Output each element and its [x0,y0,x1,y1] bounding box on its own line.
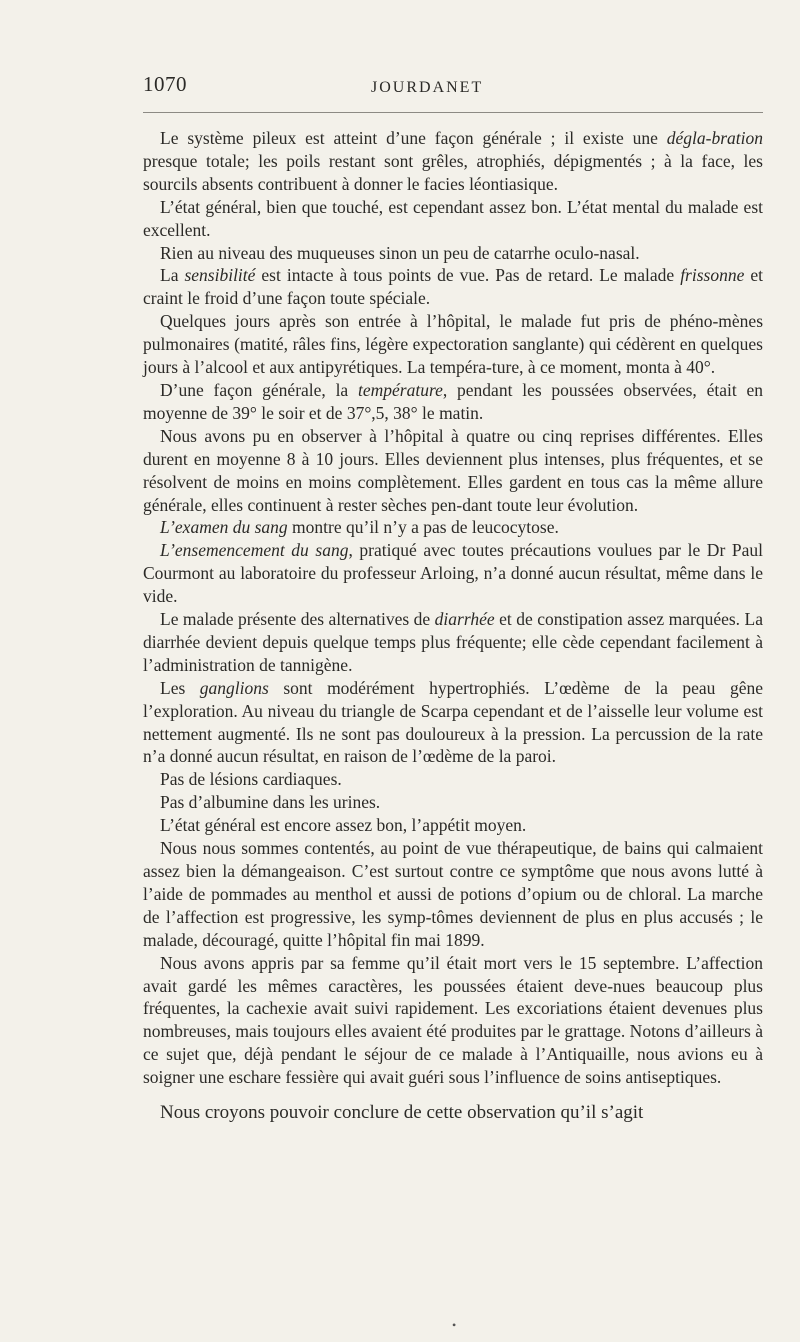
page-header [143,72,763,108]
paragraph [143,791,763,814]
body-text [143,127,763,1125]
paragraph [143,952,763,1089]
paragraph [143,196,763,242]
header-rule [143,112,763,113]
text-run: Le système pileux est atteint d’une façon générale ; il existe une [160,128,667,148]
text-run: Quelques jours après son entrée à l’hôpital, le malade fut pris de phéno-mènes pulmonaires (matité, râles fins, légère expectoration sanglante) qui cédèrent en quelques jours à l’alcool et aux antipyrétiques. La tempéra-ture, à ce moment, monta à 40°. [143,311,763,378]
italic-term: sensibilité [184,265,256,286]
paragraph [143,539,763,608]
text-run: , pratiqué avec toutes précautions voulues par le Dr Paul Courmont au laboratoire du professeur Arloing, n’a donné aucun résultat, même dans le vide. [143,540,763,607]
text-run: Rien au niveau des muqueuses sinon un peu de catarrhe oculo-nasal. [160,242,640,263]
paragraph [143,677,763,769]
paragraph [143,608,763,677]
text-run: Nous avons appris par sa femme qu’il était mort vers le 15 septembre. L’affection avait gardé les mêmes caractères, les poussées étaient deve-nues beaucoup plus fréquentes, la cachexie avait suivi rapidement. Les excoriations étaient devenues plus nombreuses, mais toujours elles avaient été produites par le grattage. Notons d’ailleurs à ce sujet que, déjà pendant le séjour de ce malade à l’Antiquaille, nous avions eu à soigner une eschare fessière qui avait guéri sous l’influence de soins antiseptiques. [143,952,763,1088]
italic-term: L’ensemencement du sang [160,540,349,561]
text-run: L’état général, bien que touché, est cependant assez bon. L’état mental du malade est excellent. [143,196,763,240]
italic-term: température [357,379,443,400]
text-run: sont modérément hypertrophiés. L’œdème de la peau gêne l’exploration. Au niveau du triangle de Scarpa cependant et de l’aisselle leur volume est nettement augmenté. Ils ne sont pas douloureux à la pression. La percussion de la rate n’a donné aucun résultat, en raison de l’œdème de la paroi. [143,677,763,767]
italic-term: L’examen du sang [160,517,288,538]
paragraph [143,127,763,196]
text-run: Nous avons pu en observer à l’hôpital à quatre ou cinq reprises différentes. Elles durent en moyenne 8 à 10 jours. Elles deviennent plus intenses, plus fréquentes, et se résolvent de moins en moins complètement. Elles gardent en tous cas la même allure générale, elles continuent à rester sèches pen-dant toute leur évolution. [143,425,763,515]
text-run: est intacte à tous points de vue. Pas de retard. Le malade [255,265,681,286]
italic-term: diarrhée [434,609,495,630]
text-run: L’état général est encore assez bon, l’appétit moyen. [160,815,527,836]
text-run: Pas d’albumine dans les urines. [160,792,381,813]
footer-mark: • [452,1318,457,1332]
paragraph [143,425,763,517]
paragraph [143,768,763,791]
text-run: presque totale; les poils restant sont grêles, atrophiés, dépigmentés ; à la face, les sourcils absents contribuent à donner le facies léontiasique. [143,150,763,194]
running-head: JOURDANET [371,79,484,96]
text-run: Le malade présente des alternatives de [160,609,435,630]
text-run: montre qu’il n’y a pas de leucocytose. [287,517,559,538]
text-run: La [160,265,185,286]
page-number: 1070 [143,72,187,96]
paragraph [143,1101,763,1125]
text-run: Pas de lésions cardiaques. [160,769,342,790]
paragraph [143,837,763,952]
text-run: Les [160,677,200,698]
italic-term: frissonne [680,265,745,286]
italic-term: ganglions [199,677,269,698]
paragraph [143,310,763,379]
paragraph [143,814,763,837]
paragraph [143,242,763,265]
text-run: et de constipation assez marquées. La diarrhée devient depuis quelque temps plus fréquente; elle cède cependant facilement à l’administration de tannigène. [143,609,763,675]
paragraph [143,516,763,539]
text-run: D’une façon générale, la [160,379,358,400]
text-run: Nous nous sommes contentés, au point de vue thérapeutique, de bains qui calmaient assez bien la démangeaison. C’est surtout contre ce symptôme que nous avons lutté à l’aide de pommades au menthol et aussi de potions d’opium ou de chloral. La marche de l’affection est progressive, les symp-tômes deviennent de plus en plus accusés ; le malade, découragé, quitte l’hôpital fin mai 1899. [143,838,763,950]
text-run: , pendant les poussées observées, était en moyenne de 39° le soir et de 37°,5, 38° le matin. [143,379,763,423]
text-run: Nous croyons pouvoir conclure de cette observation qu’il s’agit [160,1102,644,1124]
italic-term: dégla-bration [666,128,763,148]
paragraph [143,379,763,425]
text-run: et craint le froid d’une façon toute spéciale. [143,265,763,309]
paragraph [143,264,763,310]
